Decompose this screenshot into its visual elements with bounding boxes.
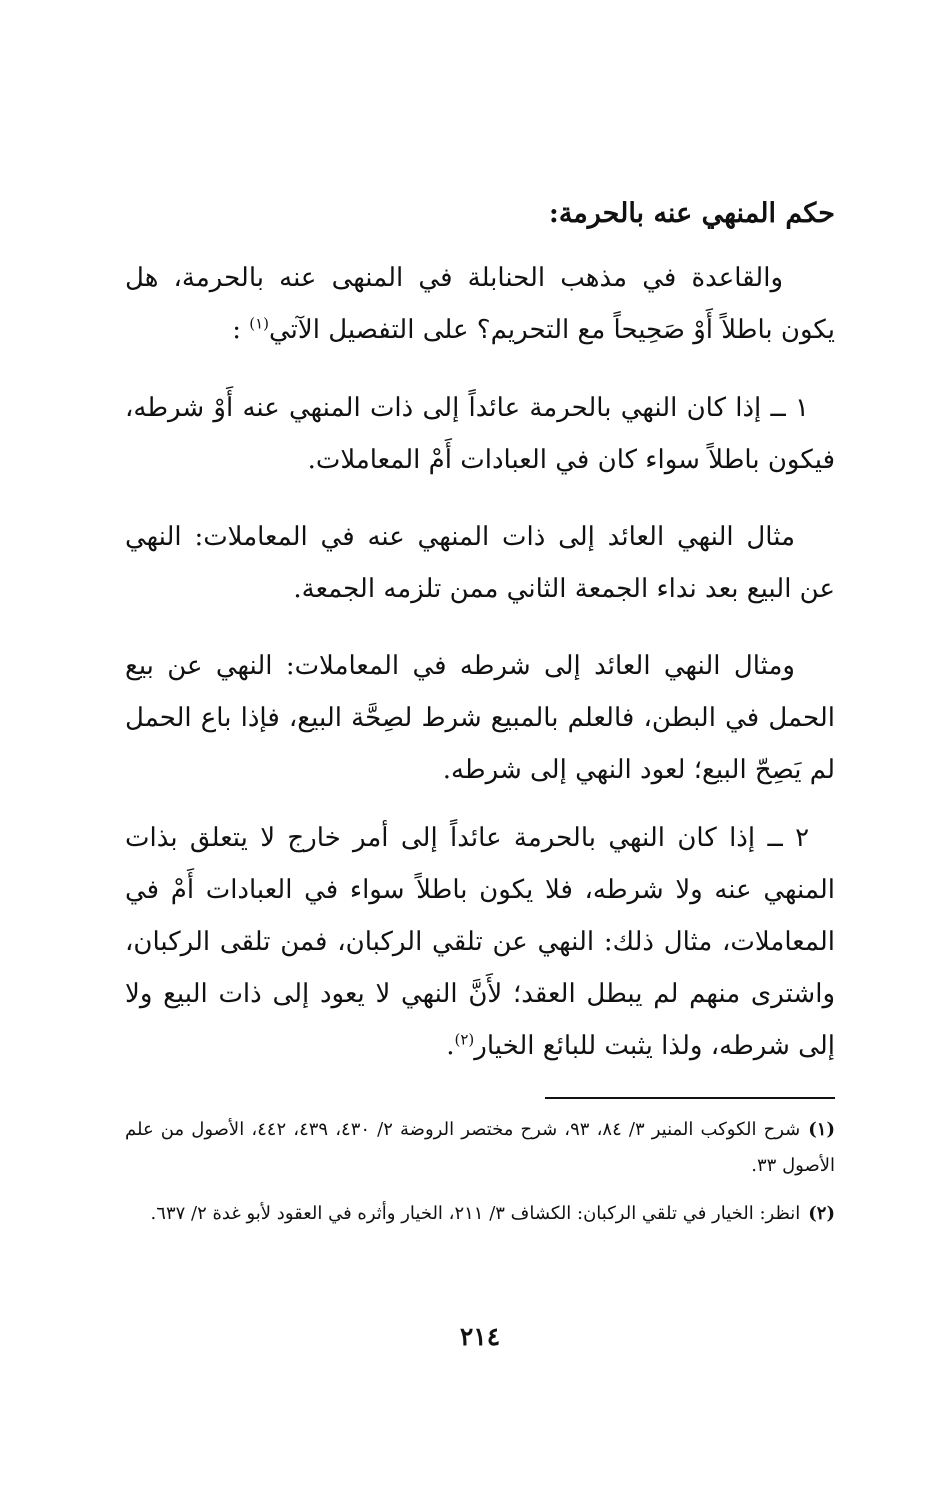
paragraph-case-2	[125, 812, 835, 1072]
page-number: ٢١٤	[459, 1322, 501, 1351]
paragraph-trail: .	[446, 1031, 455, 1061]
footnote-ref-2[interactable]: (٢)	[454, 1030, 475, 1049]
footnote-1	[125, 1112, 835, 1184]
footnote-text: شرح الكوكب المنير ٣/ ٨٤، ٩٣، شرح مختصر الروضة ٢/ ٤٣٠، ٤٣٩، ٤٤٢، الأصول من علم الأصول ٣٣.	[125, 1119, 835, 1176]
paragraph-example-1: مثال النهي العائد إلى ذات المنهي عنه في المعاملات: النهي عن البيع بعد نداء الجمعة الثاني ممن تلزمه الجمعة.	[125, 522, 835, 604]
footnote-text: انظر: الخيار في تلقي الركبان: الكشاف ٣/ ٢١١، الخيار وأثره في العقود لأبو غدة ٢/ ٦٣٧.	[150, 1203, 801, 1224]
section-heading: حكم المنهي عنه بالحرمة:	[548, 198, 835, 229]
paragraph-rule	[125, 252, 835, 356]
paragraph-trail: :	[232, 315, 250, 345]
footnote-ref-1[interactable]: (١)	[249, 314, 269, 333]
footnote-divider	[545, 1097, 835, 1099]
paragraph-example-2: ومثال النهي العائد إلى شرطه في المعاملات: النهي عن بيع الحمل في البطن، فالعلم بالمبيع شرط لصِحَّة البيع، فإذا باع الحمل لم يَصِحّ البيع؛ لعود النهي إلى شرطه.	[125, 651, 835, 785]
paragraph-text: والقاعدة في مذهب الحنابلة في المنهى عنه بالحرمة، هل يكون باطلاً أَوْ صَحِيحاً مع التحريم؟ على التفصيل الآتي	[125, 263, 835, 345]
paragraph-text: إذا كان النهي بالحرمة عائداً إلى أمر خارج لا يتعلق بذات المنهي عنه ولا شرطه، فلا يكون باطلاً سواء في العبادات أَمْ في المعاملات، مثال ذلك: النهي عن تلقي الركبان، فمن تلقى الركبان، واشترى منهم لم يبطل العقد؛ لأَنَّ النهي لا يعود إلى ذات البيع ولا إلى شرطه، ولذا يثبت للبائع الخيار	[125, 823, 835, 1061]
case-number: ١ ــ	[770, 393, 810, 423]
paragraph-text: إذا كان النهي بالحرمة عائداً إلى ذات المنهي عنه أَوْ شرطه، فيكون باطلاً سواء كان في العبادات أَمْ المعاملات.	[125, 393, 835, 475]
book-page	[125, 0, 835, 1490]
case-number: ٢ ــ	[767, 823, 810, 853]
footnote-mark: (٢)	[808, 1203, 835, 1224]
footnote-2	[125, 1196, 835, 1232]
paragraph-case-1	[125, 382, 835, 486]
footnote-mark: (١)	[808, 1119, 835, 1140]
